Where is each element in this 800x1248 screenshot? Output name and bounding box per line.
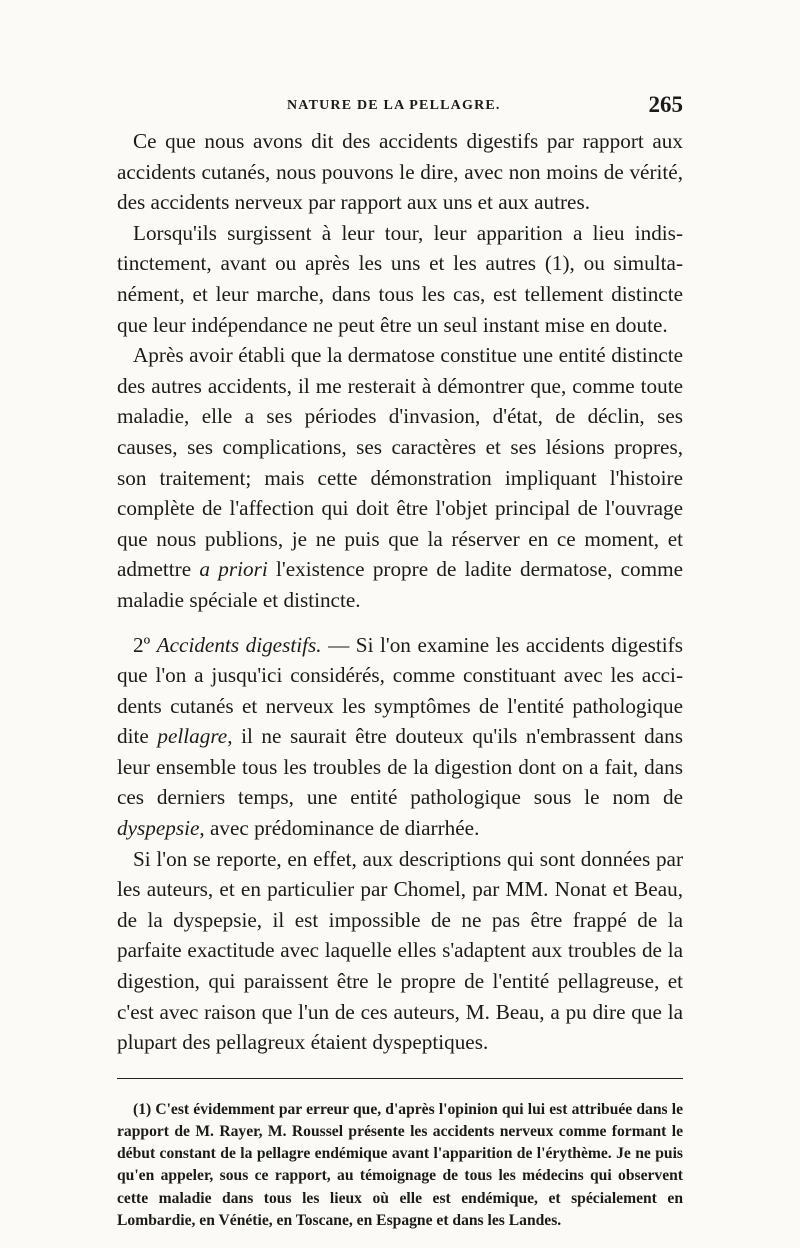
paragraph-4-text-after: , avec prédominance de diarrhée. <box>199 816 480 841</box>
paragraph-4-emphasis: pellagre <box>157 724 228 749</box>
page-number: 265 <box>648 92 683 117</box>
footnote-separator <box>117 1078 683 1079</box>
paragraph-3-text-before: Après avoir établi que la dermatose constitue une entité distincte des autres accidents, il me resterait à démontrer que, comme toute maladie, elle a ses périodes d'invasion, d'état, de déclin, ses causes, ses complications, ses caractères et ses lésions propres, son traitement; mais cette démonstration impliquant l'histoire complète de l'affection qui doit être l'objet principal de l'ouvrage que nous publions, je ne puis que la réserver en ce moment, et admettre <box>117 343 683 582</box>
paragraph-3 <box>117 340 683 615</box>
footnote: (1) C'est évidemment par erreur que, d'après l'opinion qui lui est attribuée dans le rapport de M. Rayer, M. Roussel présente les accidents nerveux comme formant le début constant de la pellagre endémique avant l'apparition de l'érythème. Je ne puis qu'en appeler, sous ce rapport, au témoignage de tous les médecins qui observent cette maladie dans tous les lieux où elle est endémique, et spécialement en Lombardie, en Vénétie, en Toscane, en Espagne et dans les Landes. <box>117 1100 683 1229</box>
paragraph-1: Ce que nous avons dit des accidents digestifs par rapport aux accidents cutanés, nous pouvons le dire, avec non moins de vérité, des accidents nerveux par rapport aux uns et aux autres. <box>117 129 683 215</box>
section-heading: Accidents digestifs. <box>156 632 322 657</box>
paragraph-4-text-middle: , il ne saurait être douteux qu'ils n'embrassent dans leur ensemble tous les troubles de la digestion dont on a fait, dans ces derniers temps, une entité pathologique sous le nom de <box>117 724 683 810</box>
book-page <box>117 92 683 1248</box>
paragraph-3-text-after: l'existence propre de ladite dermatose, comme maladie spéciale et distincte. <box>117 557 684 612</box>
section-number: 2º <box>133 632 157 657</box>
paragraph-3-emphasis: a priori <box>199 557 268 582</box>
paragraph-2: Lorsqu'ils surgissent à leur tour, leur apparition a lieu indistinctement, avant ou après les uns et les autres (1), ou simultanément, et leur marche, dans tous les cas, est tellement distincte que leur indépendance ne peut être un seul instant mise en doute. <box>117 220 683 337</box>
paragraph-5: Si l'on se reporte, en effet, aux descriptions qui sont données par les auteurs, et en particulier par Chomel, par MM. Nonat et Beau, de la dyspepsie, il est impossible de ne pas être frappé de la parfaite exactitude avec laquelle elles s'adaptent aux troubles de la digestion, qui paraissent être le propre de l'entité pellagreuse, et c'est avec raison que l'un de ces auteurs, M. Beau, a pu dire que la plupart des pellagreux étaient dyspeptiques. <box>117 846 683 1055</box>
body-text <box>117 126 683 1058</box>
paragraph-4-section-digestifs <box>117 630 683 844</box>
running-title: NATURE DE LA PELLAGRE. <box>287 98 501 113</box>
paragraph-4-emphasis-2: dyspepsie <box>117 816 200 841</box>
paragraph-4-text-before: — Si l'on examine les accidents digestifs que l'on a jusqu'ici considérés, comme constituant avec les accidents cutanés et nerveux les symptômes de l'entité pathologique dite <box>117 632 683 749</box>
running-head <box>117 92 683 126</box>
